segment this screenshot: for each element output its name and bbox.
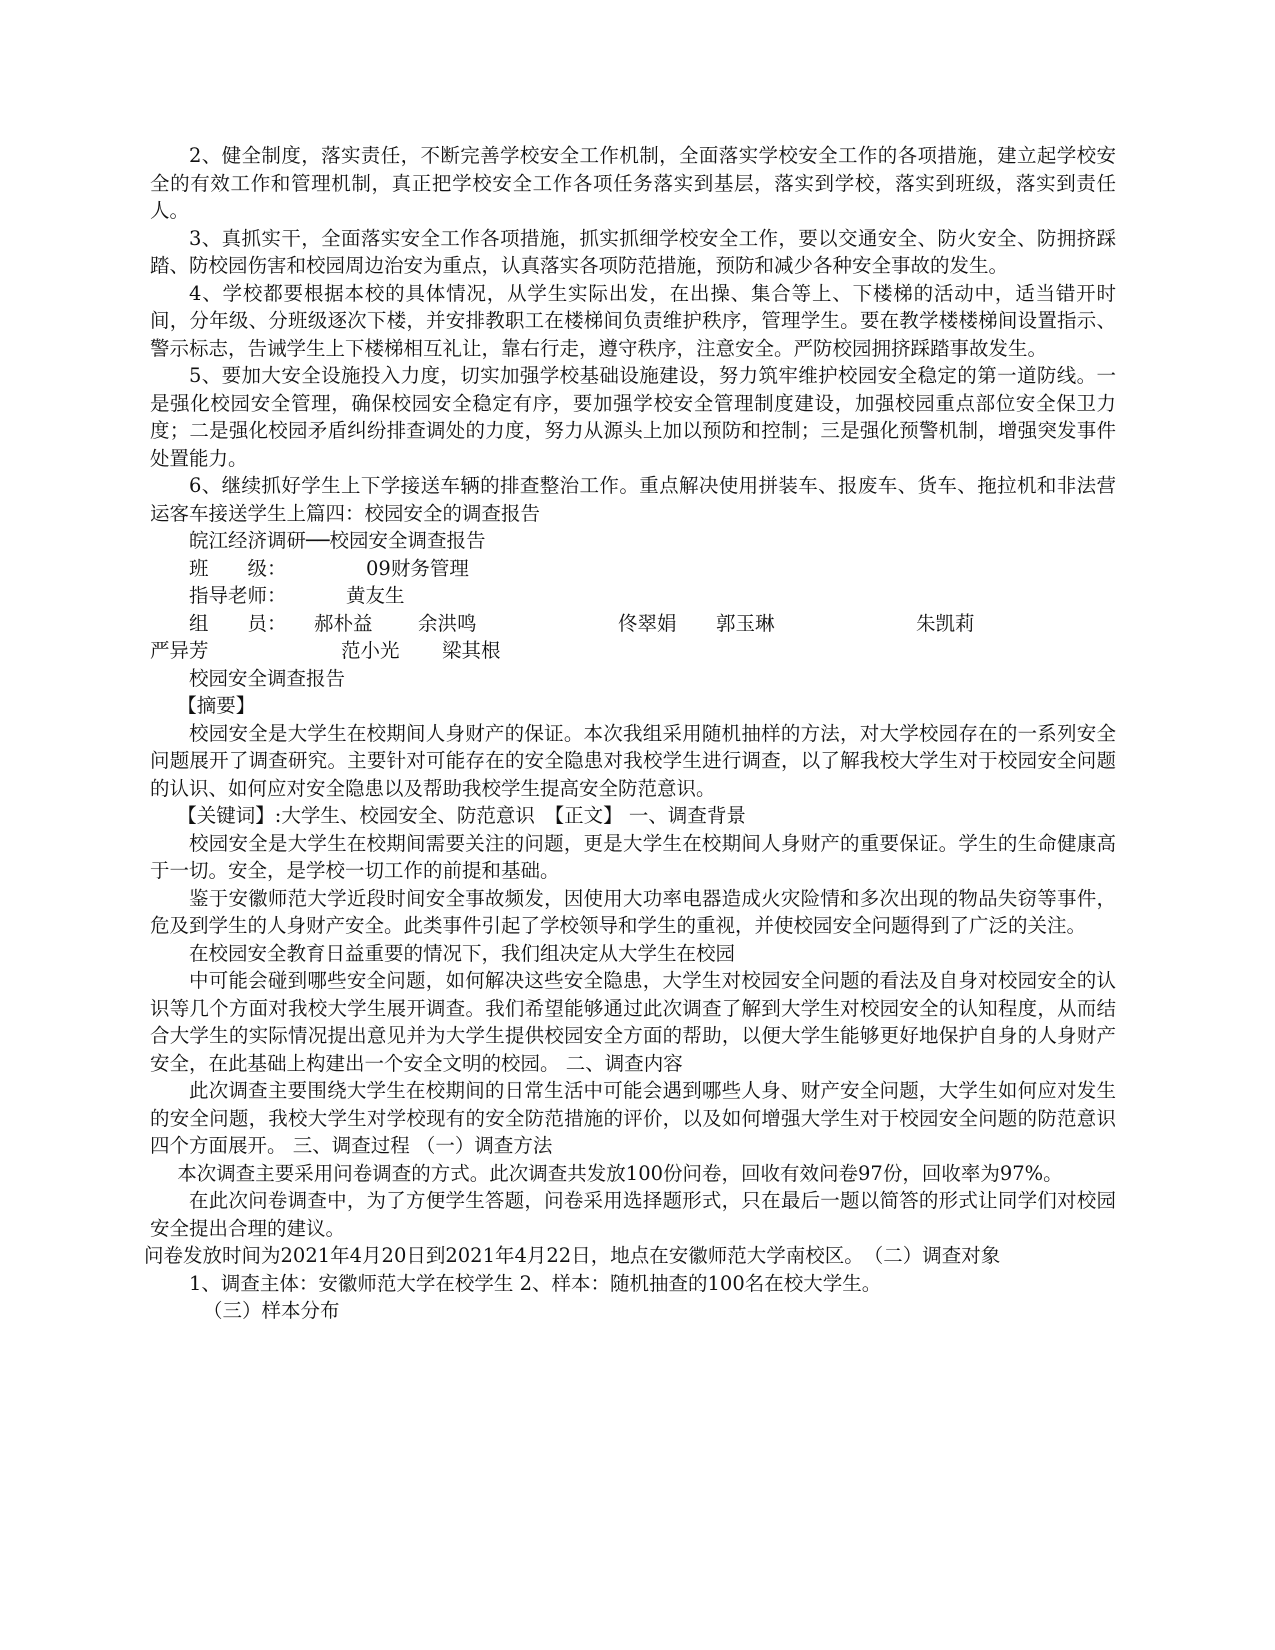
member-name: 朱凯莉: [916, 611, 975, 635]
report-title-line: 皖江经济调研──校园安全调查报告: [189, 529, 486, 552]
members-row-2: [150, 637, 1116, 665]
background-paragraph-continued: 中可能会碰到哪些安全问题，如何解决这些安全隐患，大学生对校园安全问题的看法及自身对校园安全的认识等几个方面对我校大学生展开调查。我们希望能够通过此次调查了解到大学生对校园安全的认知程度，从而结合大学生的实际情况提出意见并为大学生提供校园安全方面的帮助，以便大学生能够更好地保护自身的人身财产安全，在此基础上构建出一个安全文明的校园。 二、调查内容: [150, 969, 1116, 1075]
keywords-line: 【关键词】:大学生、校园安全、防范意识 【正文】 一、调查背景: [177, 804, 746, 827]
background-paragraph-3: 在校园安全教育日益重要的情况下，我们组决定从大学生在校园: [189, 941, 736, 965]
background-paragraph-1: 校园安全是大学生在校期间需要关注的问题，更是大学生在校期间人身财产的重要保证。学生的生命健康高于一切。安全，是学校一切工作的前提和基础。: [150, 831, 1116, 882]
member-name: 郝朴益: [314, 611, 373, 635]
paragraph-5: 5、要加大安全设施投入力度，切实加强学校基础设施建设，努力筑牢维护校园安全稳定的第一道防线。一是强化校园安全管理，确保校园安全稳定有序，要加强学校安全管理制度建设，加强校园重点部位安全保卫力度；二是强化校园矛盾纠纷排查调处的力度，努力从源头上加以预防和控制；三是强化预警机制，增强突发事件处置能力。: [150, 364, 1116, 470]
member-name: 佟翠娟: [618, 611, 677, 635]
member-name: 严异芳: [150, 639, 209, 662]
advisor-value: 黄友生: [346, 584, 405, 607]
background-paragraph-2: 鉴于安徽师范大学近段时间安全事故频发，因使用大功率电器造成火灾险情和多次出现的物品失窃等事件，危及到学生的人身财产安全。此类事件引起了学校领导和学生的重视，并使校园安全问题得到了广泛的关注。: [150, 886, 1116, 937]
class-row: [150, 555, 1116, 583]
member-name: 余洪鸣: [418, 611, 477, 635]
paragraph-2: 2、健全制度，落实责任，不断完善学校安全工作机制，全面落实学校安全工作的各项措施，建立起学校安全的有效工作和管理机制，真正把学校安全工作各项任务落实到基层，落实到学校，落实到班级，落实到责任人。: [150, 144, 1116, 222]
members-label: 组 员：: [189, 611, 287, 635]
content-paragraph: 此次调查主要围绕大学生在校期间的日常生活中可能会遇到哪些人身、财产安全问题，大学生如何应对发生的安全问题，我校大学生对学校现有的安全防范措施的评价，以及如何增强大学生对于校园安全问题的防范意识四个方面展开。 三、调查过程 （一）调查方法: [150, 1079, 1116, 1157]
survey-time-line: 问卷发放时间为2021年4月20日到2021年4月22日，地点在安徽师范大学南校区。 （二）调查对象: [144, 1244, 1001, 1267]
member-name: 范小光: [341, 639, 400, 662]
report-title: 校园安全调查报告: [189, 666, 346, 690]
abstract-heading: 【摘要】: [177, 694, 256, 717]
advisor-label: 指导老师：: [189, 584, 287, 607]
members-row-1: [150, 610, 1116, 638]
member-name: 郭玉琳: [716, 611, 775, 635]
paragraph-3: 3、真抓实干，全面落实安全工作各项措施，抓实抓细学校安全工作，要以交通安全、防火安全、防拥挤踩踏、防校园伤害和校园周边治安为重点，认真落实各项防范措施，预防和减少各种安全事故的发生。: [150, 226, 1116, 277]
paragraph-6: 6、继续抓好学生上下学接送车辆的排查整治工作。重点解决使用拼装车、报废车、货车、拖拉机和非法营运客车接送学生上篇四：校园安全的调查报告: [150, 474, 1116, 525]
member-name: 梁其根: [442, 639, 501, 662]
questionnaire-paragraph: 在此次问卷调查中，为了方便学生答题，问卷采用选择题形式，只在最后一题以简答的形式让同学们对校园安全提出合理的建议。: [150, 1189, 1116, 1240]
class-value: 09财务管理: [366, 556, 469, 580]
sample-distribution-heading: （三）样本分布: [203, 1299, 340, 1322]
class-label: 班 级：: [189, 556, 287, 580]
survey-subject-line: 1、调查主体：安徽师范大学在校学生 2、样本：随机抽查的100名在校大学生。: [189, 1271, 882, 1295]
document-page: [144, 142, 1116, 1325]
paragraph-4: 4、学校都要根据本校的具体情况，从学生实际出发，在出操、集合等上、下楼梯的活动中，适当错开时间，分年级、分班级逐次下楼，并安排教职工在楼梯间负责维护秩序，管理学生。要在教学楼楼梯间设置指示、警示标志，告诫学生上下楼梯相互礼让，靠右行走，遵守秩序，注意安全。严防校园拥挤踩踏事故发生。: [150, 281, 1116, 360]
method-paragraph: 本次调查主要采用问卷调查的方式。此次调查共发放100份问卷，回收有效问卷97份，回收率为97%。: [177, 1161, 1063, 1185]
abstract-paragraph: 校园安全是大学生在校期间人身财产的保证。本次我组采用随机抽样的方法，对大学校园存在的一系列安全问题展开了调查研究。主要针对可能存在的安全隐患对我校学生进行调查，以了解我校大学生对于校园安全问题的认识、如何应对安全隐患以及帮助我校学生提高安全防范意识。: [150, 721, 1116, 800]
advisor-row: [150, 582, 1116, 610]
